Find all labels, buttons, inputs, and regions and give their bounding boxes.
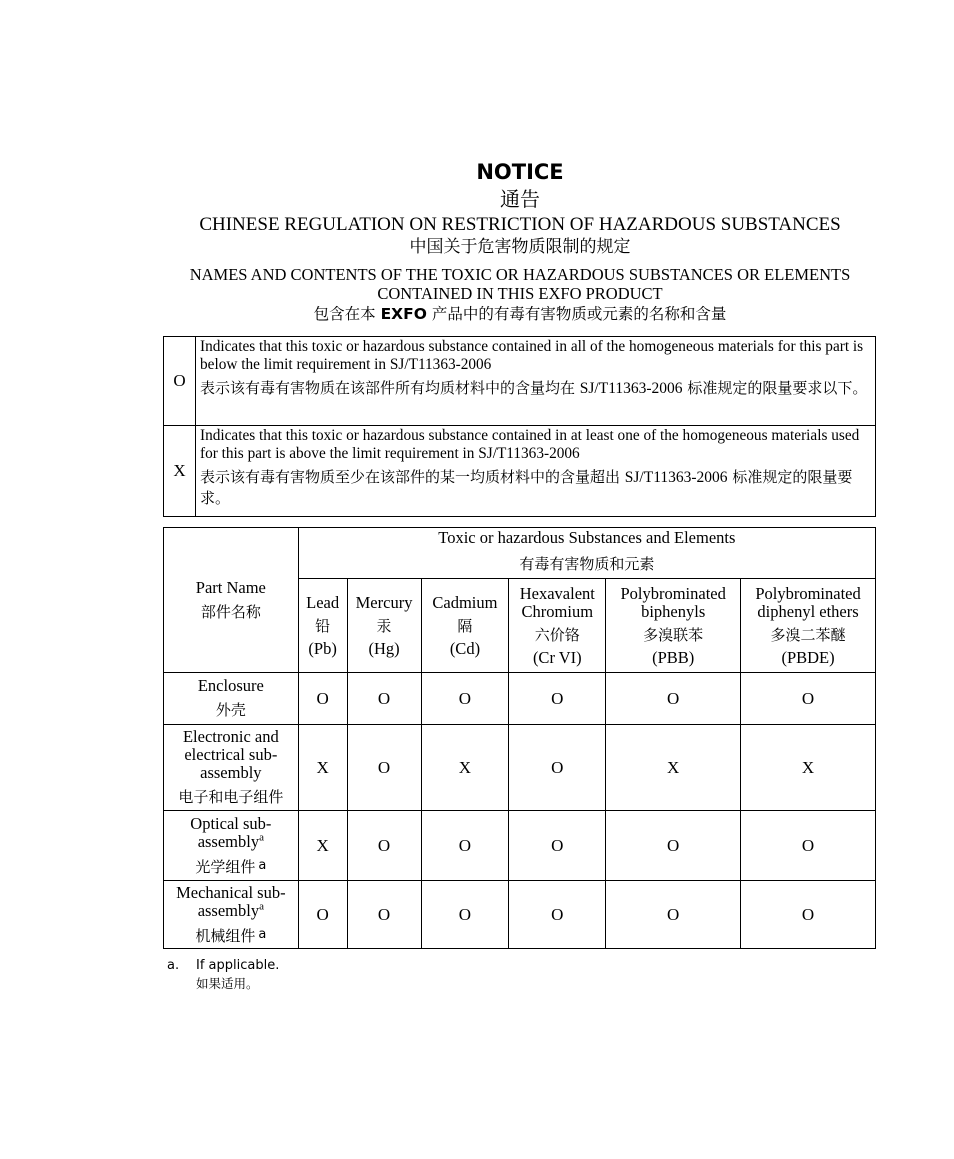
legend-row [164, 426, 876, 517]
legend-cn-post: 标准规定的限量要求以下。 [682, 379, 868, 397]
substance-symbol: (PBB) [652, 647, 695, 667]
substance-name-cn: 多溴二苯醚 [770, 625, 846, 644]
table-row [164, 881, 876, 949]
substance-value: O [298, 673, 347, 725]
legend-table [163, 336, 876, 517]
substance-value: O [347, 673, 421, 725]
part-name-en [164, 815, 298, 851]
substance-value: O [421, 881, 509, 949]
substances-group-header-en: Toxic or hazardous Substances and Elements [438, 528, 736, 547]
substance-value: O [347, 881, 421, 949]
part-name-cell [164, 725, 299, 811]
part-name-cell [164, 811, 299, 881]
legend-description-en: Indicates that this toxic or hazardous substance contained in all of the homogeneous materials for this part is below the limit requirement in SJ/T11363-2006 [200, 338, 864, 373]
part-name-cn-text: 机械组件 [195, 926, 256, 945]
footnote-ref: a [259, 900, 264, 912]
substance-value: O [298, 881, 347, 949]
substance-name-en: Cadmium [432, 592, 498, 612]
names-heading-line2: CONTAINED IN THIS EXFO PRODUCT [377, 284, 663, 303]
substance-name-en: Polybrominated diphenyl ethers [755, 583, 861, 621]
legend-symbol: X [164, 426, 196, 517]
substance-value: O [606, 881, 741, 949]
substance-name-en: Lead [306, 592, 340, 612]
part-name-header-cn: 部件名称 [200, 602, 261, 621]
substance-value: O [509, 881, 606, 949]
notice-title: NOTICE [476, 160, 564, 184]
substances-group-header [298, 528, 875, 579]
substance-value: O [421, 673, 509, 725]
substance-symbol: (PBDE) [781, 647, 835, 667]
substance-value: X [421, 725, 509, 811]
legend-description-en: Indicates that this toxic or hazardous substance contained in at least one of the homogeneous materials used for this part is above the limit requirement in SJ/T11363-2006 [200, 427, 860, 462]
legend-description [196, 337, 876, 426]
legend-cn-pre: 表示该有毒有害物质在该部件所有均质材料中的含量均在 [200, 379, 580, 397]
substance-name-cn: 铅 [315, 616, 331, 635]
substance-value: O [347, 725, 421, 811]
names-heading-cn [160, 304, 880, 324]
substance-value: O [606, 673, 741, 725]
legend-description-cn [200, 467, 872, 509]
part-name-en [164, 677, 298, 695]
substance-value: O [741, 811, 876, 881]
footnote-text: If applicable. [196, 958, 280, 973]
substance-value: O [509, 811, 606, 881]
part-name-en-text: Electronic and electrical sub-assembly [182, 727, 279, 782]
substances-group-header-cn: 有毒有害物质和元素 [519, 555, 655, 573]
substance-name-en: Polybrominated biphenyls [620, 583, 726, 621]
legend-cn-standard: SJ/T11363-2006 [579, 380, 683, 397]
legend-description [196, 426, 876, 517]
part-name-en-text: Optical sub-assembly [190, 813, 272, 851]
substance-value: O [741, 673, 876, 725]
substance-value: X [741, 725, 876, 811]
part-name-cn-text: 电子和电子组件 [178, 788, 284, 806]
legend-symbol: O [164, 337, 196, 426]
names-cn-pre: 包含在本 [313, 305, 381, 323]
part-name-cell [164, 881, 299, 949]
substance-symbol: (Pb) [308, 638, 337, 658]
substance-symbol: (Cd) [449, 638, 481, 658]
substance-value: O [347, 811, 421, 881]
part-name-en-text: Enclosure [197, 676, 264, 695]
legend-row [164, 337, 876, 426]
substance-table [163, 527, 876, 949]
substance-header [421, 579, 509, 673]
substance-value: X [606, 725, 741, 811]
legend-cn-standard: SJ/T11363-2006 [624, 469, 728, 486]
footnote-marker: a. [167, 958, 180, 973]
legend-cn-pre: 表示该有毒有害物质至少在该部件的某一均质材料中的含量超出 [200, 468, 625, 486]
substance-value: O [509, 673, 606, 725]
substance-symbol: (Cr VI) [532, 647, 582, 667]
substance-value: O [509, 725, 606, 811]
part-name-header [164, 528, 299, 673]
part-name-en-text: Mechanical sub-assembly [176, 882, 286, 920]
substance-value: O [606, 811, 741, 881]
footnote-ref-cn: a [258, 926, 267, 942]
substance-value: X [298, 811, 347, 881]
footnote-ref-cn: a [258, 857, 267, 873]
part-name-cn [164, 856, 298, 877]
part-name-en [164, 884, 298, 920]
names-cn-brand: EXFO [380, 305, 427, 323]
substance-value: O [421, 811, 509, 881]
footnote-ref: a [259, 831, 264, 843]
part-name-cn [164, 787, 298, 807]
substance-symbol: (Hg) [368, 638, 400, 658]
part-name-header-en: Part Name [195, 577, 266, 597]
table-header-row [164, 528, 876, 579]
substance-header [509, 579, 606, 673]
table-body [164, 673, 876, 949]
table-row [164, 725, 876, 811]
part-name-cell [164, 673, 299, 725]
part-name-cn-text: 外壳 [215, 701, 246, 719]
substance-header [606, 579, 741, 673]
substance-header [741, 579, 876, 673]
regulation-heading: CHINESE REGULATION ON RESTRICTION OF HAZARDOUS SUBSTANCES [199, 214, 841, 235]
part-name-cn [164, 925, 298, 946]
substance-name-en: Hexavalent Chromium [519, 583, 595, 621]
names-cn-post: 产品中的有毒有害物质或元素的名称和含量 [426, 305, 727, 323]
substance-name-en: Mercury [355, 592, 413, 612]
substance-name-cn: 多溴联苯 [643, 625, 704, 644]
part-name-cn-text: 光学组件 [195, 857, 256, 876]
legend-description-cn [200, 378, 872, 399]
substance-header [298, 579, 347, 673]
substance-value: O [741, 881, 876, 949]
footnote-text-cn: 如果适用。 [196, 976, 259, 991]
substance-name-cn: 隔 [457, 616, 473, 635]
table-row [164, 673, 876, 725]
names-heading-line1: NAMES AND CONTENTS OF THE TOXIC OR HAZARDOUS SUBSTANCES OR ELEMENTS [189, 265, 851, 284]
notice-title-cn: 通告 [500, 187, 540, 211]
regulation-heading-cn: 中国关于危害物质限制的规定 [409, 237, 631, 257]
part-name-cn [164, 700, 298, 720]
substance-name-cn: 汞 [376, 616, 392, 635]
substance-value: X [298, 725, 347, 811]
substance-header [347, 579, 421, 673]
table-row [164, 811, 876, 881]
substance-name-cn: 六价铬 [534, 625, 580, 644]
part-name-en [164, 728, 298, 782]
legend-cn-post: 标准规定的限量要求。 [200, 468, 853, 507]
